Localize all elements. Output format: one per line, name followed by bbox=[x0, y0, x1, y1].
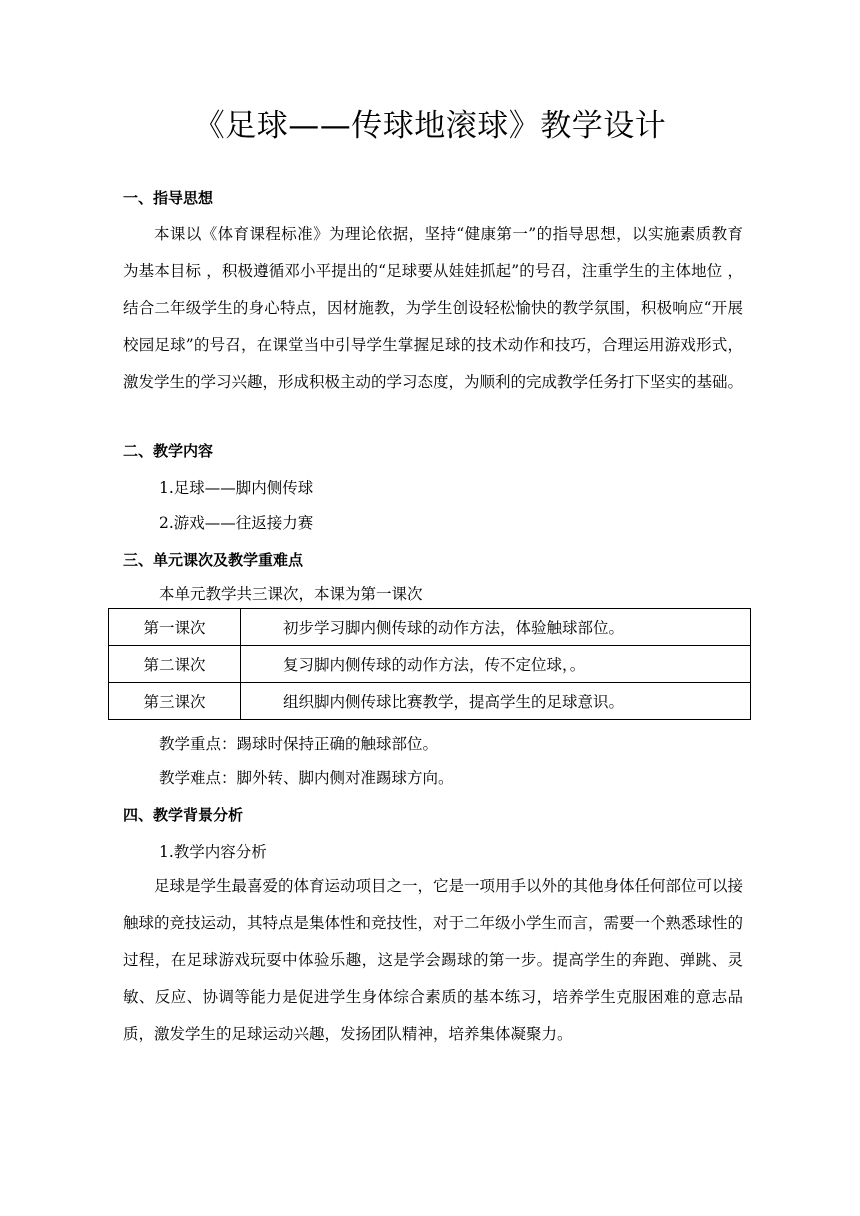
section-heading-background-analysis: 四、教学背景分析 bbox=[123, 806, 244, 824]
teaching-difficulty: 教学难点：脚外转、脚内侧对准踢球方向。 bbox=[159, 769, 454, 787]
table-row bbox=[109, 609, 751, 646]
unit-intro-text: 本单元教学共三课次，本课为第一课次 bbox=[159, 585, 423, 603]
teaching-content-item-2: 2.游戏——往返接力赛 bbox=[159, 514, 314, 532]
content-analysis-subheading: 1.教学内容分析 bbox=[159, 843, 267, 861]
lesson-number-cell: 第一课次 bbox=[109, 609, 241, 646]
section-heading-teaching-content: 二、教学内容 bbox=[123, 442, 214, 460]
lesson-content-cell: 初步学习脚内侧传球的动作方法，体验触球部位。 bbox=[241, 609, 751, 646]
section-heading-guiding-ideology: 一、指导思想 bbox=[123, 189, 214, 207]
lesson-content-cell: 复习脚内侧传球的动作方法，传不定位球，。 bbox=[241, 646, 751, 683]
section-heading-unit-lessons: 三、单元课次及教学重难点 bbox=[123, 551, 304, 569]
teaching-content-item-1: 1.足球——脚内侧传球 bbox=[159, 479, 314, 497]
lesson-content-cell: 组织脚内侧传球比赛教学，提高学生的足球意识。 bbox=[241, 683, 751, 720]
table-row bbox=[109, 646, 751, 683]
teaching-key-point: 教学重点：踢球时保持正确的触球部位。 bbox=[159, 735, 439, 753]
document-title: 《足球——传球地滚球》教学设计 bbox=[193, 108, 667, 144]
lesson-number-cell: 第三课次 bbox=[109, 683, 241, 720]
guiding-ideology-paragraph: 本课以《体育课程标准》为理论依据，坚持“健康第一”的指导思想，以实施素质教育为基本目标 ，积极遵循邓小平提出的“足球要从娃娃抓起”的号召，注重学生的主体地位 ，结合二年级学生的身心特点，因材施教，为学生创设轻松愉快的教学氛围，积极响应“开展校园足球”的号召，在课堂当中引导学生掌握足球的技术动作和技巧，合理运用游戏形式，激发学生的学习兴趣，形成积极主动的学习态度，为顺利的完成教学任务打下坚实的基础。 bbox=[123, 225, 744, 391]
table-row bbox=[109, 683, 751, 720]
unit-lessons-table bbox=[108, 608, 751, 720]
content-analysis-paragraph: 足球是学生最喜爱的体育运动项目之一，它是一项用手以外的其他身体任何部位可以接触球的竞技运动，其特点是集体性和竞技性，对于二年级小学生而言，需要一个熟悉球性的过程，在足球游戏玩耍中体验乐趣，这是学会踢球的第一步。提高学生的奔跑、弹跳、灵敏、反应、协调等能力是促进学生身体综合素质的基本练习，培养学生克服困难的意志品质，激发学生的足球运动兴趣，发扬团队精神，培养集体凝聚力。 bbox=[123, 877, 744, 1043]
lesson-number-cell: 第二课次 bbox=[109, 646, 241, 683]
